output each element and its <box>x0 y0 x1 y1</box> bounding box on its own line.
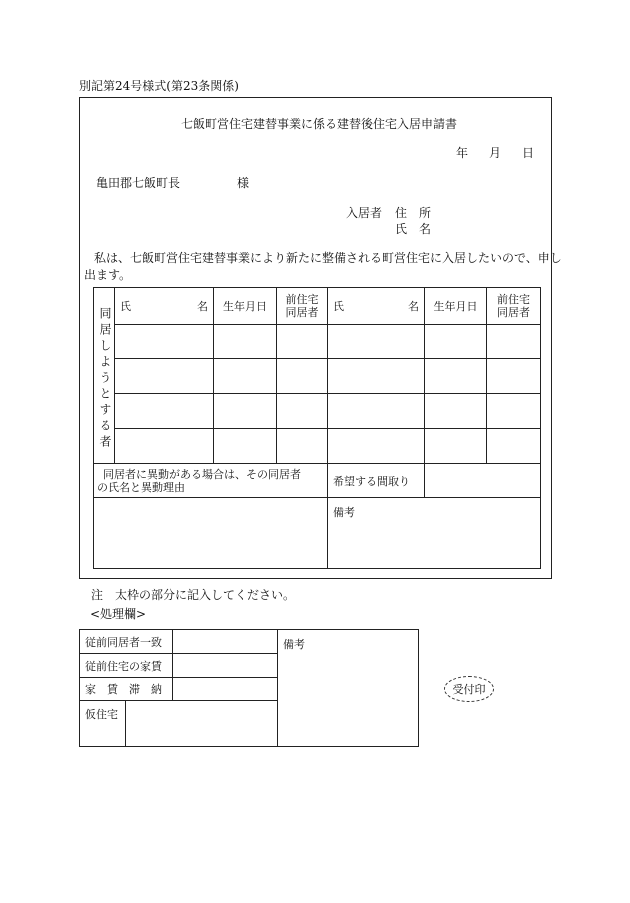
input-cell[interactable] <box>328 359 425 394</box>
header-birthdate-2: 生年月日 <box>425 288 487 325</box>
cohabitant-side-label: 同居しようとする者 <box>94 288 115 464</box>
applicant-label: 入居者 <box>346 206 383 220</box>
prev-cohabitant-match-label: 従前同居者一致 <box>80 630 173 654</box>
input-cell[interactable] <box>214 394 277 429</box>
rent-arrears-input[interactable] <box>173 678 278 701</box>
date-year: 年 <box>456 146 469 160</box>
input-cell[interactable] <box>115 325 214 359</box>
processing-table <box>79 629 419 747</box>
input-cell[interactable] <box>425 359 487 394</box>
change-reason-input[interactable] <box>94 498 328 569</box>
temp-housing-label: 仮住宅 <box>80 701 126 747</box>
form-number: 別記第24号様式(第23条関係) <box>79 79 239 93</box>
table-row <box>94 394 541 429</box>
statement-line-2: 出ます。 <box>84 268 132 282</box>
input-cell[interactable] <box>425 394 487 429</box>
input-cell[interactable] <box>277 359 328 394</box>
table-row <box>94 429 541 464</box>
input-cell[interactable] <box>328 394 425 429</box>
input-cell[interactable] <box>277 429 328 464</box>
header-prev-cohabitant-2: 前住宅 同居者 <box>487 288 541 325</box>
table-header-row <box>94 288 541 325</box>
input-cell[interactable] <box>277 394 328 429</box>
date-month: 月 <box>489 146 502 160</box>
input-cell[interactable] <box>328 325 425 359</box>
prev-cohabitant-match-input[interactable] <box>173 630 278 654</box>
input-cell[interactable] <box>214 429 277 464</box>
input-cell[interactable] <box>115 359 214 394</box>
input-cell[interactable] <box>115 429 214 464</box>
change-reason-row <box>94 464 541 498</box>
date-day: 日 <box>522 146 535 160</box>
processing-remarks-cell[interactable]: 備考 <box>278 630 419 747</box>
rent-arrears-label: 家 賃 滞 納 <box>80 678 173 701</box>
input-cell[interactable] <box>487 394 541 429</box>
applicant-address-label: 住 所 <box>395 206 432 220</box>
addressee-honorific: 様 <box>237 176 250 190</box>
prev-rent-input[interactable] <box>173 654 278 678</box>
input-cell[interactable] <box>328 429 425 464</box>
header-name-2: 氏 名 <box>328 288 425 325</box>
document-title: 七飯町営住宅建替事業に係る建替後住宅入居申請書 <box>181 117 458 131</box>
processing-row <box>80 630 419 654</box>
input-cell[interactable] <box>115 394 214 429</box>
preferred-layout-label: 希望する間取り <box>328 464 425 498</box>
applicant-name-label: 氏 名 <box>395 222 432 236</box>
instruction-note: 注 太枠の部分に記入してください。 <box>91 588 296 602</box>
header-name: 氏 名 <box>115 288 214 325</box>
input-cell[interactable] <box>214 325 277 359</box>
input-cell[interactable] <box>487 429 541 464</box>
header-birthdate: 生年月日 <box>214 288 277 325</box>
input-cell[interactable] <box>487 325 541 359</box>
input-cell[interactable] <box>425 429 487 464</box>
table-row <box>94 325 541 359</box>
reception-stamp: 受付印 <box>444 676 494 702</box>
cohabitant-table <box>93 287 541 569</box>
input-cell[interactable] <box>425 325 487 359</box>
input-cell[interactable] <box>277 325 328 359</box>
preferred-layout-input[interactable] <box>425 464 541 498</box>
processing-title: <処理欄> <box>90 607 147 621</box>
table-row <box>94 359 541 394</box>
remarks-cell[interactable]: 備考 <box>328 498 541 569</box>
addressee-name: 亀田郡七飯町長 <box>96 176 181 190</box>
header-prev-cohabitant: 前住宅 同居者 <box>277 288 328 325</box>
temp-housing-input[interactable] <box>126 701 278 747</box>
remarks-row <box>94 498 541 569</box>
prev-rent-label: 従前住宅の家賃 <box>80 654 173 678</box>
change-reason-label: 同居者に異動がある場合は、その同居者 の氏名と異動理由 <box>94 464 328 498</box>
statement-line-1: 私は、七飯町営住宅建替事業により新たに整備される町営住宅に入居したいので、申し <box>94 251 562 265</box>
input-cell[interactable] <box>214 359 277 394</box>
input-cell[interactable] <box>487 359 541 394</box>
